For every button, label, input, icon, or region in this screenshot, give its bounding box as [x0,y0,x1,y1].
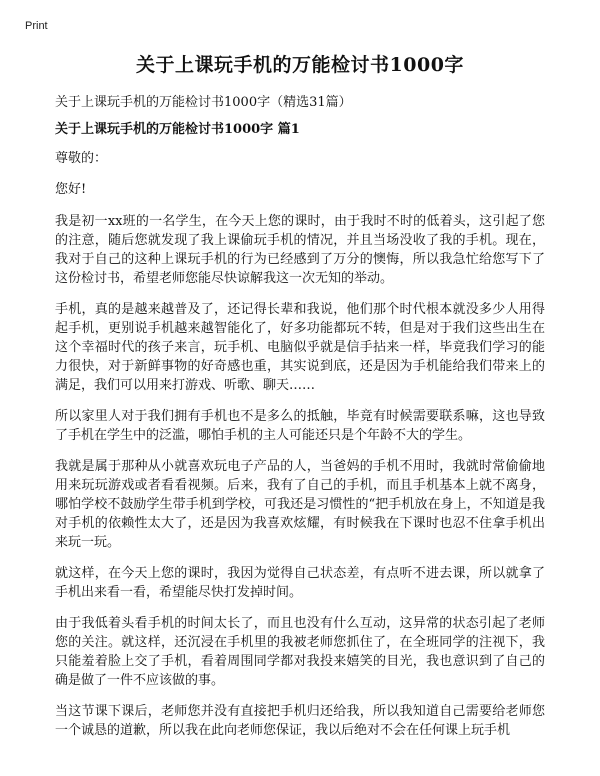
paragraph: 当这节课下课后，老师您并没有直接把手机归还给我，所以我知道自己需要给老师您一个诚恳的道歉，所以我在此向老师您保证，我以后绝对不会在任何课上玩手机 [55,704,545,738]
greeting: 您好! [55,182,87,197]
paragraph: 我就是属于那种从小就喜欢玩电子产品的人，当爸妈的手机不用时，我就时常偷偷地用来玩玩游戏或者看看视频。后来，我有了自己的手机，而且手机基本上就不离身，哪怕学校不鼓励学生带手机到学校，可我还是习惯性的“把手机放在身上，不知道是我对手机的依赖性太大了，还是因为我喜欢炫耀，有时候我在下课时也忍不住拿手机出来玩一玩。 [55,459,545,550]
paragraph: 所以家里人对于我们拥有手机也不是多么的抵触，毕竟有时候需要联系嘛，这也导致了手机在学生中的泛滥，哪怕手机的主人可能还只是个年龄不大的学生。 [55,409,545,443]
paragraph: 手机，真的是越来越普及了，还记得长辈和我说，他们那个时代根本就没多少人用得起手机，更别说手机越来越智能化了，好多功能都玩不转，但是对于我们这些出生在这个幸福时代的孩子来言，玩手机、电脑似乎就是信手拈来一样，毕竟我们学习的能力很快，对于新鲜事物的好奇感也重，其实说到底，还是因为手机能给我们带来上的满足，我们可以用来打游戏、听歌、聊天…… [55,302,545,393]
section-heading: 关于上课玩手机的万能检讨书1000字 篇1 [55,122,300,137]
paragraph: 由于我低着头看手机的时间太长了，而且也没有什么互动，这异常的状态引起了老师您的关注。就这样，还沉浸在手机里的我被老师您抓住了，在全班同学的注视下，我只能羞着脸上交了手机，看着周围同学都对我投来嬉笑的目光，我也意识到了自己的确是做了一件不应该做的事。 [55,616,545,688]
paragraph: 我是初一xx班的一名学生，在今天上您的课时，由于我时不时的低着头，这引起了您的注意，随后您就发现了我上课偷玩手机的情况，并且当场没收了我的手机。现在，我对于自己的这种上课玩手机的行为已经感到了万分的懊悔，所以我急忙给您写下了这份检讨书，希望老师您能尽快谅解我这一次无知的举动。 [55,214,545,286]
document-subtitle: 关于上课玩手机的万能检讨书1000字（精选31篇） [55,95,352,110]
document-body [55,94,545,752]
print-label[interactable]: Print [25,20,48,32]
document-title: 关于上课玩手机的万能检讨书1000字 [136,54,464,76]
paragraph: 就这样，在今天上您的课时，我因为觉得自己状态差，有点听不进去课，所以就拿了手机出来看一看，希望能尽快打发掉时间。 [55,566,545,600]
salutation: 尊敬的： [55,151,108,166]
